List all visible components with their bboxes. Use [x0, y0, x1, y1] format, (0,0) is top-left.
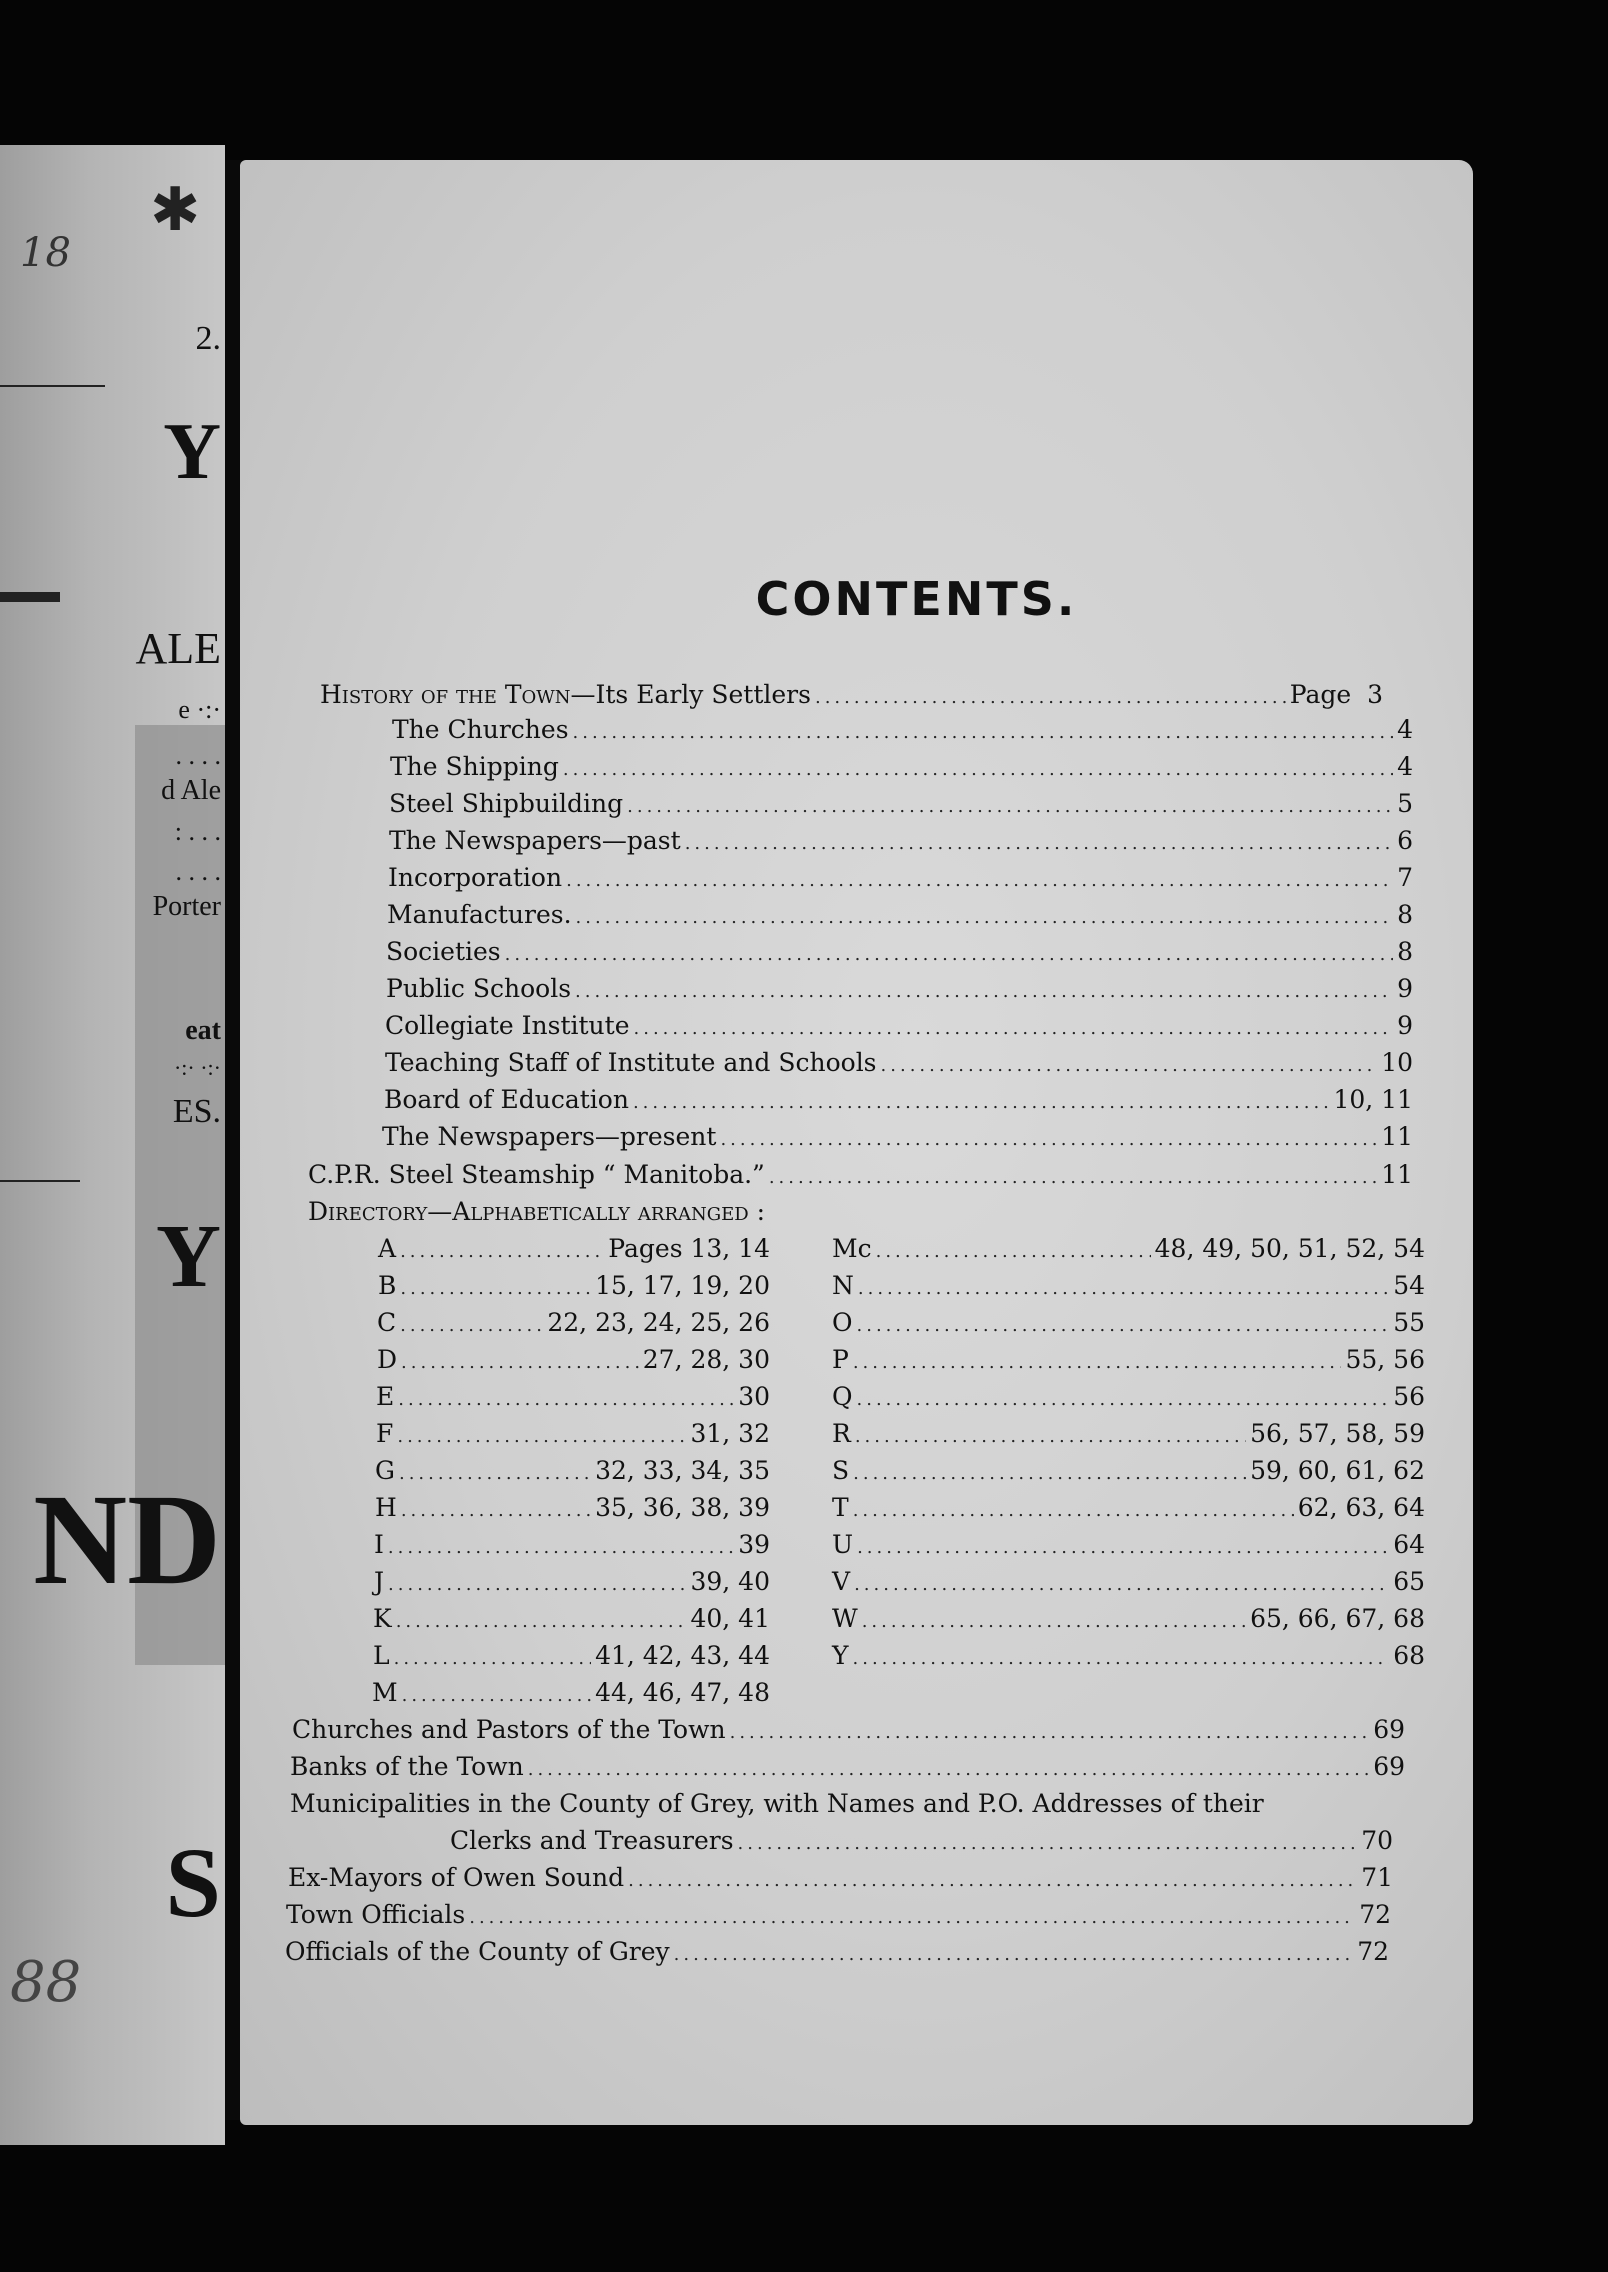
toc-entry: Collegiate Institute ..... 9 [385, 1011, 1413, 1040]
directory-entry: B ..... 15, 17, 19, 20 [378, 1271, 770, 1300]
contents-page [240, 160, 1473, 2125]
toc-entry-history [320, 680, 1383, 709]
handwritten-mark-icon: ✱ [150, 175, 201, 245]
directory-entry: A ..... Pages 13, 14 [378, 1234, 770, 1263]
directory-entry: T ..... 62, 63, 64 [832, 1493, 1425, 1522]
fragment-text: ES. [172, 1093, 221, 1130]
toc-entry: Town Officials ..... 72 [286, 1900, 1391, 1929]
fragment-text: 2. [195, 320, 221, 357]
toc-entry: The Churches ..... 4 [392, 715, 1413, 744]
directory-entry: M ..... 44, 46, 47, 48 [372, 1678, 770, 1707]
toc-entry-municipalities: Municipalities in the County of Grey, with Names and P.O. Addresses of their [290, 1789, 1264, 1818]
directory-entry: H ..... 35, 36, 38, 39 [375, 1493, 770, 1522]
directory-entry: C ..... 22, 23, 24, 25, 26 [377, 1308, 770, 1337]
fragment-text: ND [33, 1468, 221, 1612]
toc-entry: The Shipping ..... 4 [390, 752, 1413, 781]
directory-entry: Y ..... 68 [832, 1641, 1425, 1670]
toc-entry: The Newspapers—past ..... 6 [389, 826, 1413, 855]
fragment-text: Porter [152, 891, 221, 922]
divider [0, 1180, 80, 1182]
toc-entry-manitoba: C.P.R. Steel Steamship “ Manitoba.” ..... 11 [308, 1160, 1413, 1189]
directory-entry: I ..... 39 [374, 1530, 770, 1559]
directory-entry: P ..... 55, 56 [832, 1345, 1425, 1374]
fragment-text: ·:· ·:· [173, 1055, 221, 1080]
toc-entry-churches: Churches and Pastors of the Town ..... 69 [292, 1715, 1405, 1744]
directory-entry: V ..... 65 [832, 1567, 1425, 1596]
toc-entry: Incorporation ..... 7 [388, 863, 1413, 892]
directory-entry: G ..... 32, 33, 34, 35 [375, 1456, 770, 1485]
directory-entry: U ..... 64 [832, 1530, 1425, 1559]
directory-entry: F ..... 31, 32 [376, 1419, 770, 1448]
directory-entry: S ..... 59, 60, 61, 62 [832, 1456, 1425, 1485]
directory-entry: Q ..... 56 [832, 1382, 1425, 1411]
directory-entry: W ..... 65, 66, 67, 68 [832, 1604, 1425, 1633]
toc-entry: Teaching Staff of Institute and Schools ..... 10 [385, 1048, 1413, 1077]
toc-entry: Steel Shipbuilding ..... 5 [389, 789, 1413, 818]
directory-entry: J ..... 39, 40 [374, 1567, 770, 1596]
directory-entry: R ..... 56, 57, 58, 59 [832, 1419, 1425, 1448]
toc-entry: The Newspapers—present ..... 11 [382, 1122, 1413, 1151]
toc-entry: Officials of the County of Grey ..... 72 [285, 1937, 1389, 1966]
fragment-text: : . . . [174, 817, 221, 846]
toc-entry: Manufactures. ..... 8 [387, 900, 1413, 929]
toc-entry-page: Page 3 [1289, 680, 1383, 709]
toc-entry-label: History of the Town—Its Early Settlers [320, 680, 811, 709]
fragment-text: d Ale [161, 775, 221, 806]
directory-entry: N ..... 54 [832, 1271, 1425, 1300]
toc-entry: Board of Education ..... 10, 11 [384, 1085, 1413, 1114]
previous-page-fragment [0, 145, 225, 2145]
fragment-text: Y [163, 408, 221, 496]
dot-leader [815, 687, 1286, 708]
fragment-text: e ·:· [178, 695, 221, 724]
directory-entry: E ..... 30 [376, 1382, 770, 1411]
divider [0, 385, 105, 387]
page-title: CONTENTS. [755, 572, 1078, 626]
fragment-text: eat [185, 1015, 221, 1046]
toc-entry-municipalities-cont: Clerks and Treasurers ..... 70 [450, 1826, 1393, 1855]
book-binding [225, 160, 241, 2120]
directory-entry: Mc ..... 48, 49, 50, 51, 52, 54 [832, 1234, 1425, 1263]
toc-entry: Societies ..... 8 [386, 937, 1413, 966]
fragment-text: . . . . [175, 741, 221, 770]
directory-heading: Directory—Alphabetically arranged : [308, 1197, 766, 1226]
handwritten-number: 18 [20, 230, 71, 276]
fragment-text: . . . . [175, 857, 221, 886]
directory-entry: L ..... 41, 42, 43, 44 [373, 1641, 770, 1670]
toc-entry-banks: Banks of the Town ..... 69 [290, 1752, 1405, 1781]
fragment-text: ALE [135, 624, 221, 673]
fragment-text: Y [156, 1207, 221, 1306]
directory-entry: D ..... 27, 28, 30 [377, 1345, 770, 1374]
handwritten-number: 88 [10, 1950, 82, 2015]
fragment-text: S [165, 1827, 221, 1938]
divider [0, 592, 60, 602]
directory-entry: O ..... 55 [832, 1308, 1425, 1337]
toc-entry: Public Schools ..... 9 [386, 974, 1413, 1003]
toc-entry: Ex-Mayors of Owen Sound ..... 71 [288, 1863, 1393, 1892]
directory-entry: K ..... 40, 41 [373, 1604, 770, 1633]
